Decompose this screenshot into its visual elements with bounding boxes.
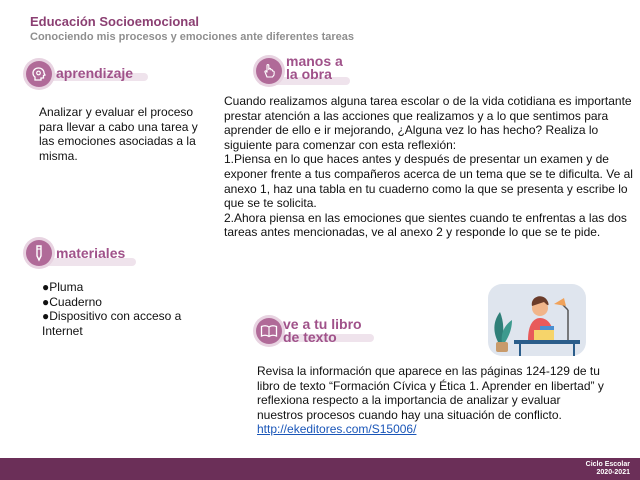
aprendizaje-label: aprendizaje: [56, 65, 134, 81]
page-subtitle: Conociendo mis procesos y emociones ante diferentes tareas: [30, 31, 354, 43]
materiales-label: materiales: [56, 245, 126, 261]
manos-label-line1: manos a: [286, 53, 343, 69]
open-book-icon: [256, 318, 282, 344]
manos-paragraph-intro: Cuando realizamos alguna tarea escolar o de la vida cotidiana es importante prestar atención a las acciones que realizamos y a lo que sentimos para aprender de ello e ir mejorando, ¿Alguna vez lo has hecho? Realiza lo siguiente para comenzar con esta reflexión:: [224, 94, 632, 152]
footer-line1: Ciclo Escolar: [585, 461, 630, 468]
list-item: ●Pluma: [42, 280, 84, 294]
aprendizaje-text: Analizar y evaluar el proceso para llevar a cabo una tarea y las emociones asociadas a la misma.: [39, 105, 198, 163]
manos-paragraph-step1: 1.Piensa en lo que haces antes y después de presentar un examen y de exponer frente a tus compañeros acerca de un tema que se te dificulta. Ve al anexo 1, haz una tabla en tu cuaderno como la que se presenta y escribe lo que se te solicita.: [224, 152, 633, 211]
manos-label: [286, 55, 343, 81]
libro-label-line2: de texto: [283, 329, 337, 345]
materiales-list: [42, 280, 182, 338]
list-item: ●Dispositivo con acceso a Internet: [42, 309, 182, 338]
footer-cycle: [586, 461, 630, 477]
libro-label-line1: ve a tu libro: [283, 316, 362, 332]
list-item: ●Cuaderno: [42, 294, 102, 309]
libro-text: [257, 364, 607, 437]
manos-paragraph-step2: 2.Ahora piensa en las emociones que sientes cuando te enfrentas a las dos tareas antes mencionadas, ve al anexo 2 y responde lo que se te pide.: [224, 210, 627, 240]
page-title: Educación Socioemocional: [30, 14, 200, 29]
footer-bar: [0, 458, 640, 480]
libro-paragraph: Revisa la información que aparece en las páginas 124-129 de tu libro de texto “Formación Cívica y Ética 1. Aprender en libertad” y reflexiona respecto a la importancia de analizar y evaluar nuestros procesos cuando hay una situación de conflicto.: [257, 364, 604, 422]
head-gear-icon: [26, 61, 52, 87]
hand-pointer-icon: [256, 58, 282, 84]
footer-line2: 2020-2021: [596, 469, 630, 476]
manos-label-line2: la obra: [286, 66, 332, 82]
libro-link[interactable]: http://ekeditores.com/S15006/: [257, 422, 417, 437]
pencil-icon: [26, 240, 52, 266]
manos-text: [224, 94, 636, 240]
student-reading-illustration: [484, 282, 590, 360]
libro-label: [283, 318, 362, 344]
